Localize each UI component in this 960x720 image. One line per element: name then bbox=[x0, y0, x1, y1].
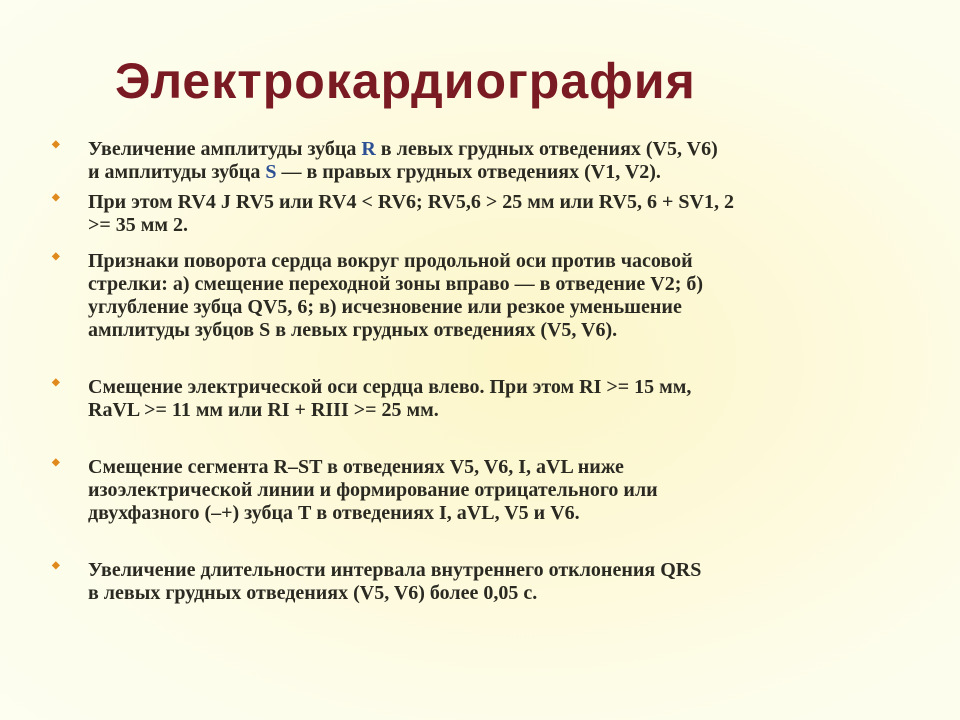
bullet-item bbox=[52, 191, 902, 237]
bullet-text bbox=[88, 191, 734, 236]
highlighted-letter: S bbox=[265, 161, 277, 183]
highlighted-letter: R bbox=[361, 138, 376, 160]
bullet-text bbox=[88, 376, 691, 421]
diamond-bullet-icon: ◆ bbox=[52, 192, 60, 203]
slide-title: Электрокардиография bbox=[115, 53, 696, 109]
bullet-text-run: Признаки поворота сердца вокруг продольной оси против часовой стрелки: а) смещение переходной зоны вправо — в отведение V2; б) углубление зубца QV5, 6; в) исчезновение или резкое уменьшение амплитуды зубцов S в левых грудных отведениях (V5, V6). bbox=[88, 250, 704, 341]
bullet-text-run: в левых грудных отведениях (V5, V6) и амплитуды зубца bbox=[88, 138, 718, 183]
bullet-item bbox=[52, 376, 902, 422]
bullet-item bbox=[52, 138, 902, 184]
bullet-item bbox=[52, 456, 902, 525]
diamond-bullet-icon: ◆ bbox=[52, 377, 60, 388]
bullet-text-run: Увеличение длительности интервала внутреннего отклонения QRS в левых грудных отведениях (V5, V6) более 0,05 с. bbox=[88, 559, 702, 604]
bullet-text-run: Увеличение амплитуды зубца bbox=[88, 138, 362, 160]
bullet-item bbox=[52, 559, 902, 605]
bullet-text bbox=[88, 559, 701, 604]
bullet-text bbox=[88, 250, 703, 341]
bullet-list bbox=[52, 138, 902, 605]
bullet-item bbox=[52, 250, 902, 342]
diamond-bullet-icon: ◆ bbox=[52, 560, 60, 571]
diamond-bullet-icon: ◆ bbox=[52, 457, 60, 468]
diamond-bullet-icon: ◆ bbox=[52, 251, 60, 262]
bullet-text-run: — в правых грудных отведениях (V1, V2). bbox=[276, 161, 661, 183]
bullet-text bbox=[88, 456, 658, 524]
bullet-text-run: Смещение электрической оси сердца влево. При этом RI >= 15 мм, RaVL >= 11 мм или RI + RIII >= 25 мм. bbox=[88, 376, 692, 421]
diamond-bullet-icon: ◆ bbox=[52, 139, 60, 150]
bullet-text bbox=[88, 138, 718, 183]
bullet-text-run: Смещение сегмента R–ST в отведениях V5, V6, I, aVL ниже изоэлектрической линии и формирование отрицательного или двухфазного (–+) зубца Т в отведениях I, aVL, V5 и V6. bbox=[88, 456, 658, 524]
bullet-text-run: При этом RV4 J RV5 или RV4 < RV6; RV5,6 > 25 мм или RV5, 6 + SV1, 2 >= 35 мм 2. bbox=[88, 191, 734, 236]
